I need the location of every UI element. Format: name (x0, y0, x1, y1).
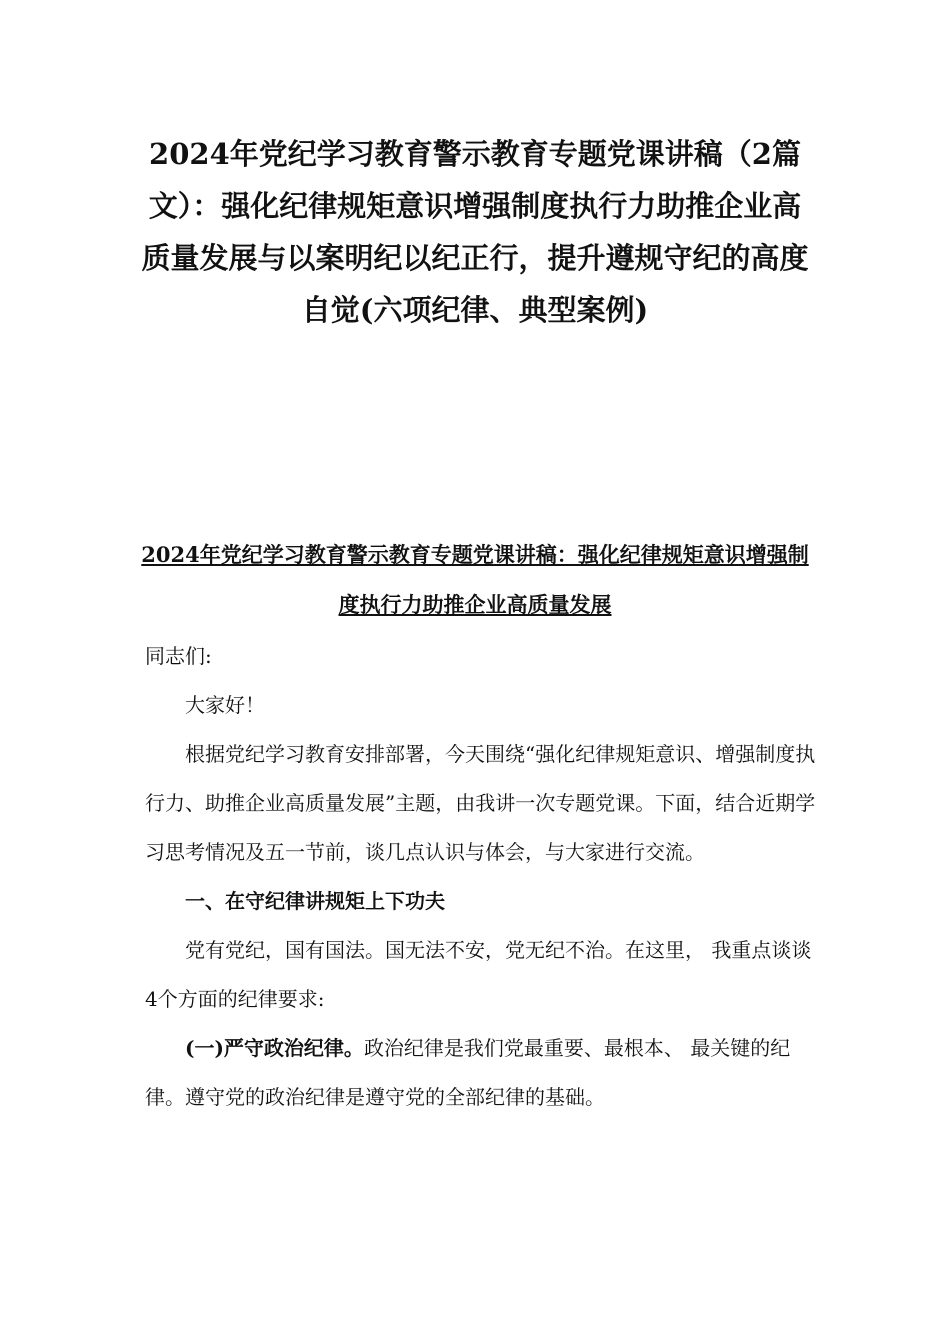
speech-title: 2024年党纪学习教育警示教育专题党课讲稿：强化纪律规矩意识增强制度执行力助推企业高质量发展 (141, 542, 809, 617)
salutation: 同志们: (145, 644, 212, 668)
intro-paragraph: 根据党纪学习教育安排部署，今天围绕“强化纪律规矩意识、增强制度执行力、助推企业高质量发展”主题，由我讲一次专题党课。下面，结合近期学习思考情况及五一节前，谈几点认识与体会，与大家进行交流。 (145, 742, 816, 864)
section-1-item-1 (145, 1024, 820, 1122)
item-1-label: (一)严守政治纪律。 (185, 1036, 364, 1060)
document-title: 2024年党纪学习教育警示教育专题党课讲稿（2篇文）：强化纪律规矩意识增强制度执行力助推企业高质量发展与以案明纪以纪正行，提升遵规守纪的高度自觉(六项纪律、典型案例) (141, 137, 809, 327)
greeting: 大家好！ (185, 693, 265, 717)
speech-body (145, 632, 820, 1122)
item-1-text: 政治纪律是我们党最重要、最根本、 最关键的纪律。遵守党的政治纪律是遵守党的全部纪律的基础。 (145, 1036, 791, 1109)
section-heading-1: 一、在守纪律讲规矩上下功夫 (185, 889, 445, 913)
section-1-paragraph: 党有党纪，国有国法。国无法不安，党无纪不治。在这里， 我重点谈谈4个方面的纪律要求: (145, 938, 812, 1011)
